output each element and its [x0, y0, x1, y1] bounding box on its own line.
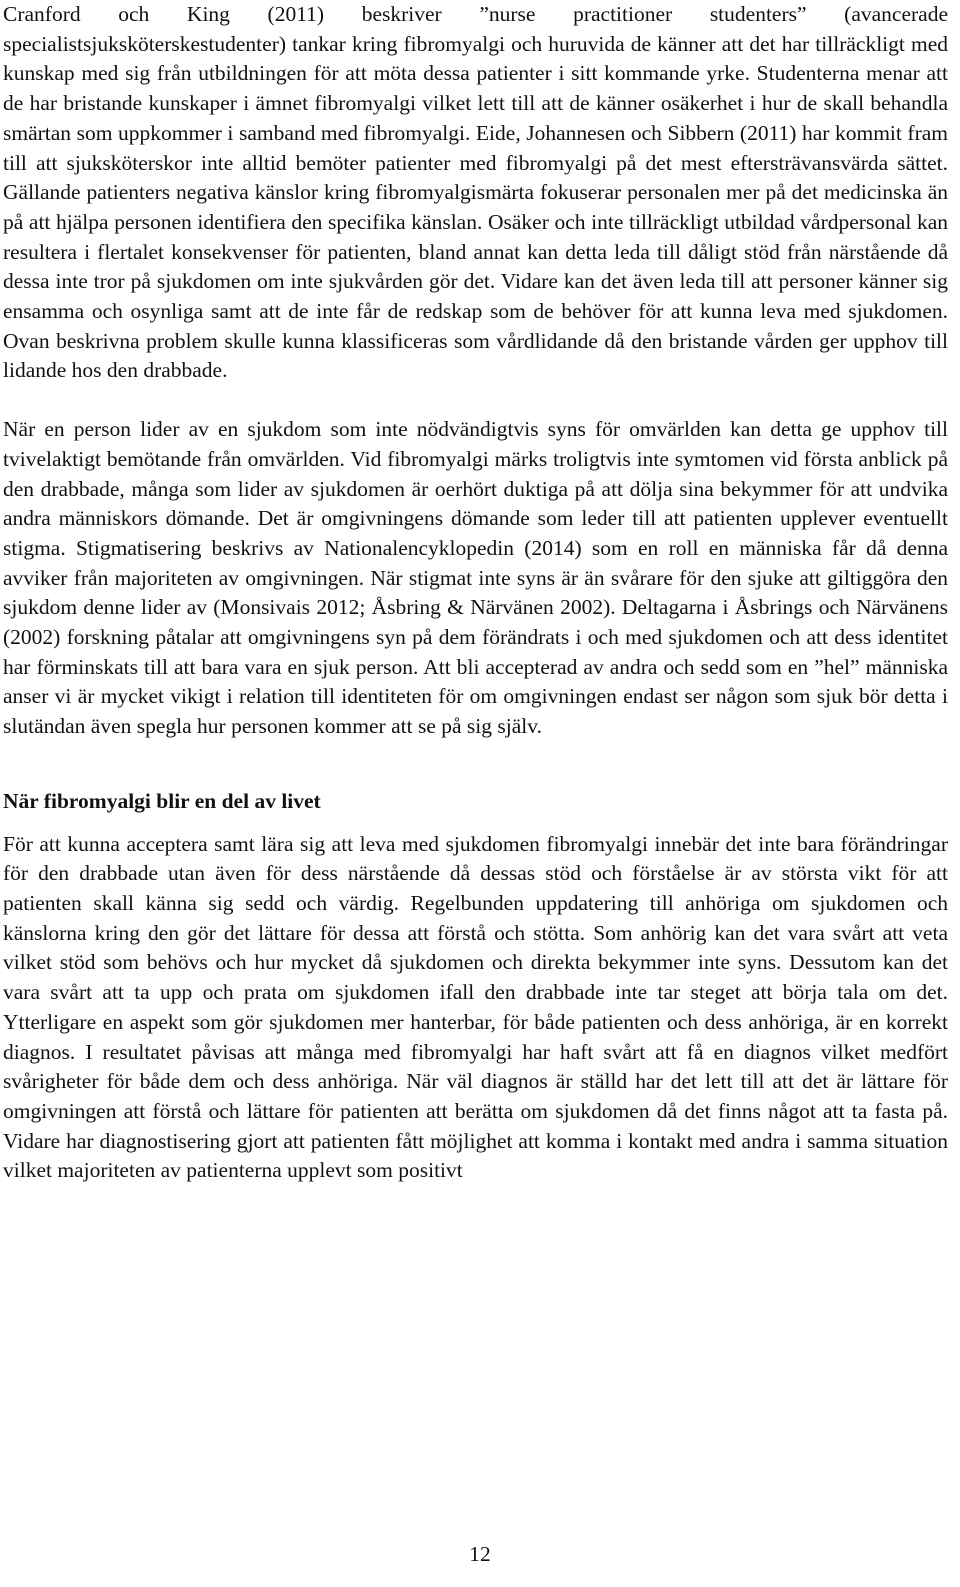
body-paragraph: När en person lider av en sjukdom som inte nödvändigtvis syns för omvärlden kan detta ge upphov till tvivelaktigt bemötande från omvärlden. Vid fibromyalgi märks troligtvis inte symtomen vid första anblick på den drabbade, många som lider av sjukdomen är oerhört duktiga på att dölja sina bekymmer för att undvika andra människors dömande. Det är omgivningens dömande som leder till att patienten upplever eventuellt stigma. Stigmatisering beskrivs av Nationalencyklopedin (2014) som en roll en människa får då denna avviker från majoriteten av omgivningen. När stigmat inte syns är än svårare för den sjuke att giltiggöra den sjukdom denne lider av (Monsivais 2012; Åsbring & Närvänen 2002). Deltagarna i Åsbrings och Närvänens (2002) forskning påtalar att omgivningens syn på dem förändrats i och med sjukdomen och att dess identitet har förminskats till att bara vara en sjuk person. Att bli accepterad av andra och sedd som en ”hel” människa anser vi är mycket vikigt i relation till identiteten för om omgivningen endast ser någon som sjuk bör detta i slutändan även spegla hur personen kommer att se på sig själv. — [3, 417, 948, 739]
section-heading: När fibromyalgi blir en del av livet — [3, 788, 321, 813]
document-page — [3, 0, 948, 1186]
section-body-paragraph: För att kunna acceptera samt lära sig att leva med sjukdomen fibromyalgi innebär det inte bara förändringar för den drabbade utan även för dess närstående då dessas stöd och förståelse är av största vikt för att patienten skall känna sig sedd och värdig. Regelbunden uppdatering till anhöriga om sjukdomen och känslorna kring den gör det lättare för dessa att förstå och stötta. Som anhörig kan det vara svårt att veta vilket stöd som behövs och hur mycket då sjukdomen och direkta bekymmer inte syns. Dessutom kan det vara svårt att ta upp och prata om sjukdomen ifall den drabbade inte tar steget att börja tala om det. Ytterligare en aspekt som gör sjukdomen mer hanterbar, för både patienten och dess anhöriga, är en korrekt diagnos. I resultatet påvisas att många med fibromyalgi har haft svårt att få en diagnos vilket medfört svårigheter för både dem och dess anhöriga. När väl diagnos är ställd har det lett till att det är lättare för omgivningen att förstå och lättare för patienten att berätta om sjukdomen då det finns något att ta fasta på. Vidare har diagnostisering gjort att patienten fått möjlighet att komma i kontakt med andra i samma situation vilket majoriteten av patienterna upplevt som positivt — [3, 831, 948, 1183]
page-number: 12 — [469, 1542, 491, 1566]
body-paragraph: Cranford och King (2011) beskriver ”nurse practitioner studenters” (avancerade specialistsjuksköterskestudenter) tankar kring fibromyalgi och huruvida de känner att det har tillräckligt med kunskap med sig från utbildningen för att möta dessa patienter i sitt kommande yrke. Studenterna menar att de har bristande kunskaper i ämnet fibromyalgi vilket lett till att de känner osäkerhet i hur de skall behandla smärtan som uppkommer i samband med fibromyalgi. Eide, Johannesen och Sibbern (2011) har kommit fram till att sjuksköterskor inte alltid bemöter patienter med fibromyalgi på det mest eftersträvansvärda sättet. Gällande patienters negativa känslor kring fibromyalgismärta fokuserar personalen mer på det medicinska än på att hjälpa personen identifiera den specifika känslan. Osäker och inte tillräckligt utbildad vårdpersonal kan resultera i flertalet konsekvenser för patienten, bland annat kan detta leda till dåligt stöd från närstående då dessa inte tror på sjukdomen om inte sjukvården gör det. Vidare kan det även leda till att personer känner sig ensamma och osynliga samt att de inte får de redskap som de behöver för att kunna leva med sjukdomen. Ovan beskrivna problem skulle kunna klassificeras som vårdlidande då den bristande vården ger upphov till lidande hos den drabbade. — [3, 2, 948, 383]
